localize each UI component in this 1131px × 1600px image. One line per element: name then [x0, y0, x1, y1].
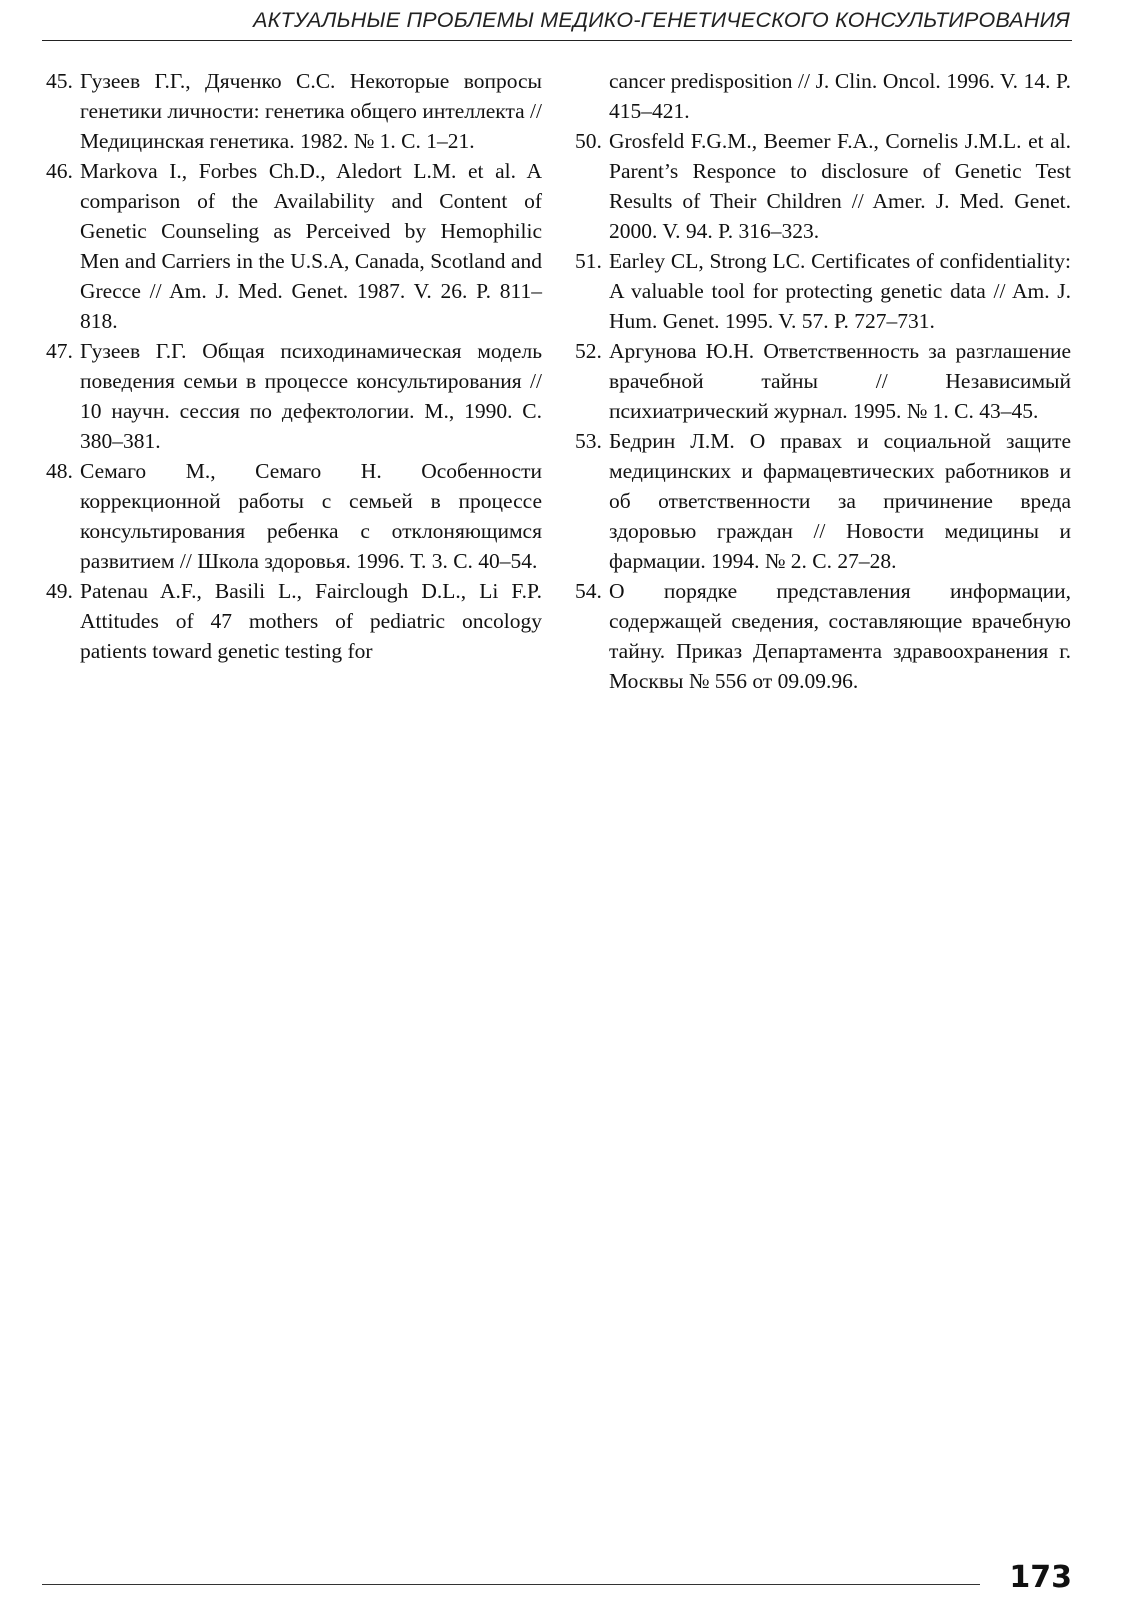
reference-text: Бедрин Л.М. О правах и социальной защите медицинских и фармацевтических работников и об ответственности за причинение вреда здоровью граждан // Новости медицины и фармации. 1994. № 2. С. 27–28. — [609, 429, 1071, 573]
reference-item — [46, 336, 542, 456]
reference-number: 54. — [575, 579, 602, 603]
reference-text: О порядке представления информации, содержащей сведения, составляющие врачебную тайну. Приказ Департамента здравоохранения г. Москвы № 556 от 09.09.96. — [609, 579, 1071, 693]
reference-text: Markova I., Forbes Ch.D., Aledort L.M. et al. A comparison of the Availability and Content of Genetic Counseling as Perceived by Hemophilic Men and Carriers in the U.S.A, Canada, Scotland and Grecce // Am. J. Med. Genet. 1987. V. 26. P. 811–818. — [80, 159, 542, 333]
reference-number: 53. — [575, 429, 602, 453]
reference-text: Patenau A.F., Basili L., Fairclough D.L., Li F.P. Attitudes of 47 mothers of pediatric oncology patients toward genetic testing for — [80, 579, 542, 663]
reference-number: 47. — [46, 339, 73, 363]
reference-number: 49. — [46, 579, 73, 603]
reference-continuation — [575, 66, 1071, 126]
reference-text: Семаго М., Семаго Н. Особенности коррекционной работы с семьей в процессе консультирования ребенка с отклоняющимся развитием // Школа здоровья. 1996. Т. 3. С. 40–54. — [80, 459, 542, 573]
reference-text: Аргунова Ю.Н. Ответственность за разглашение врачебной тайны // Независимый психиатрический журнал. 1995. № 1. С. 43–45. — [609, 339, 1071, 423]
reference-number: 51. — [575, 249, 602, 273]
running-header: АКТУАЛЬНЫЕ ПРОБЛЕМЫ МЕДИКО-ГЕНЕТИЧЕСКОГО КОНСУЛЬТИРОВАНИЯ — [253, 8, 1070, 32]
reference-item — [575, 426, 1071, 576]
reference-item — [575, 576, 1071, 696]
reference-item — [46, 456, 542, 576]
reference-text: Earley CL, Strong LC. Certificates of confidentiality: A valuable tool for protecting genetic data // Am. J. Hum. Genet. 1995. V. 57. P. 727–731. — [609, 249, 1071, 333]
reference-text: Гузеев Г.Г. Общая психодинамическая модель поведения семьи в процессе консультирования // 10 научн. сессия по дефектологии. М., 1990. С. 380–381. — [80, 339, 542, 453]
header-rule — [42, 40, 1072, 41]
reference-item — [575, 336, 1071, 426]
reference-item — [46, 66, 542, 156]
reference-item — [575, 126, 1071, 246]
reference-number: 50. — [575, 129, 602, 153]
references-right-column — [575, 66, 1071, 696]
reference-text: Grosfeld F.G.M., Beemer F.A., Cornelis J.M.L. et al. Parent’s Responce to disclosure of Genetic Test Results of Their Children // Amer. J. Med. Genet. 2000. V. 94. P. 316–323. — [609, 129, 1071, 243]
reference-number: 45. — [46, 69, 73, 93]
footer-rule — [42, 1584, 980, 1585]
references-left-column — [46, 66, 542, 666]
reference-item — [46, 576, 542, 666]
page-number: 173 — [1009, 1560, 1072, 1595]
reference-number: 52. — [575, 339, 602, 363]
reference-text: Гузеев Г.Г., Дяченко С.С. Некоторые вопросы генетики личности: генетика общего интеллекта // Медицинская генетика. 1982. № 1. С. 1–21. — [80, 69, 542, 153]
reference-text: cancer predisposition // J. Clin. Oncol. 1996. V. 14. P. 415–421. — [609, 69, 1071, 123]
reference-number: 48. — [46, 459, 73, 483]
reference-number: 46. — [46, 159, 73, 183]
reference-item — [46, 156, 542, 336]
reference-item — [575, 246, 1071, 336]
